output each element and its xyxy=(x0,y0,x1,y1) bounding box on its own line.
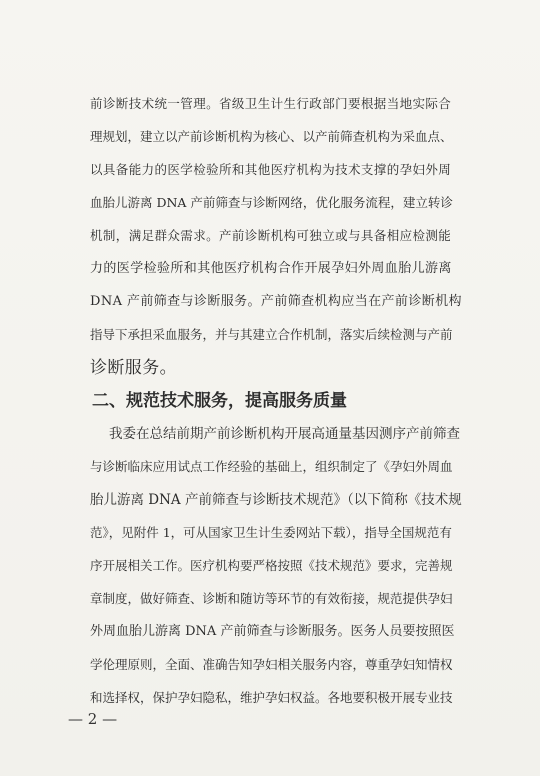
paragraph-2-line-4: 范》，见附件 1，可从国家卫生计生委网站下载），指导全国规范有 xyxy=(90,525,452,540)
paragraph-1-line-1: 前诊断技术统一管理。省级卫生计生行政部门要根据当地实际合 xyxy=(90,96,452,111)
paragraph-2-line-8: 学伦理原则，全面、准确告知孕妇相关服务内容，尊重孕妇知情权 xyxy=(90,657,453,672)
paragraph-2-line-6: 章制度，做好筛查、诊断和随访等环节的有效衔接，规范提供孕妇 xyxy=(90,591,453,606)
paragraph-1-line-9: 诊断服务。 xyxy=(90,358,177,378)
paragraph-1-line-4: 血胎儿游离 DNA 产前筛查与诊断网络，优化服务流程，建立转诊 xyxy=(90,195,453,210)
paragraph-2-line-7: 外周血胎儿游离 DNA 产前筛查与诊断服务。医务人员要按照医 xyxy=(90,624,455,639)
page-number: — 2 — xyxy=(68,710,118,728)
paragraph-2-line-2: 与诊断临床应用试点工作经验的基础上，组织制定了《孕妇外周血 xyxy=(90,459,453,474)
section-heading: 二、规范技术服务，提高服务质量 xyxy=(92,391,347,411)
paragraph-1-line-6: 力的医学检验所和其他医疗机构合作开展孕妇外周血胎儿游离 xyxy=(90,261,452,276)
paragraph-1-line-7: DNA 产前筛查与诊断服务。产前筛查机构应当在产前诊断机构 xyxy=(90,294,462,309)
paragraph-1-line-5: 机制，满足群众需求。产前诊断机构可独立或与具备相应检测能 xyxy=(90,228,452,243)
paragraph-2-line-3: 胎儿游离 DNA 产前筛查与诊断技术规范》（以下简称《技术规 xyxy=(90,492,462,508)
paragraph-2-line-9: 和选择权，保护孕妇隐私，维护孕妇权益。各地要积极开展专业技 xyxy=(90,690,453,705)
paragraph-2-line-1: 我委在总结前期产前诊断机构开展高通量基因测序产前筛查 xyxy=(109,426,460,442)
paragraph-2-line-5: 序开展相关工作。医疗机构要严格按照《技术规范》要求，完善规 xyxy=(90,558,453,573)
paragraph-1-line-2: 理规划，建立以产前诊断机构为核心、以产前筛查机构为采血点、 xyxy=(90,129,453,144)
paragraph-1-line-3: 以具备能力的医学检验所和其他医疗机构为技术支撑的孕妇外周 xyxy=(90,162,452,177)
paragraph-1-line-8: 指导下承担采血服务，并与其建立合作机制，落实后续检测与产前 xyxy=(90,327,453,342)
